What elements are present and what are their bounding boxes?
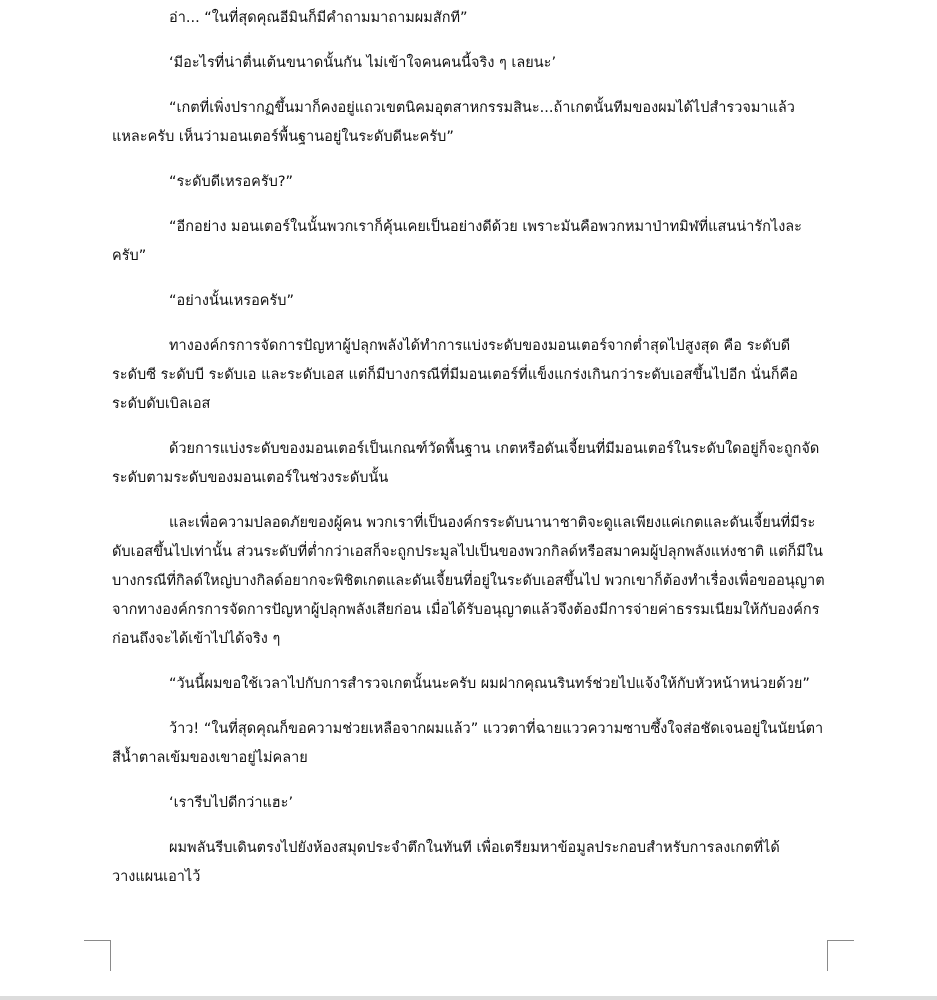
paragraph-6: “อย่างนั้นเหรอครับ” [169, 293, 294, 309]
page-gap-strip [0, 996, 937, 1000]
margin-corner-bottom-left [84, 940, 111, 971]
paragraph-1: อ่า... “ในที่สุดคุณอีมินก็มีคำถามมาถามผมสักที” [169, 10, 468, 26]
paragraph-10: “วันนี้ผมขอใช้เวลาไปกับการสำรวจเกตนั้นนะครับ ผมฝากคุณนรินทร์ช่วยไปแจ้งให้กับหัวหน้าหน่วยด้วย” [169, 676, 810, 692]
document-body[interactable] [112, 4, 828, 908]
margin-corner-bottom-right [827, 940, 854, 971]
paragraph-11: ว้าว! “ในที่สุดคุณก็ขอความช่วยเหลือจากผมแล้ว” แววตาที่ฉายแววความซาบซึ้งใจส่อชัดเจนอยู่ในนัยน์ตาสีน้ำตาลเข้มของเขาอยู่ไม่คลาย [112, 721, 824, 766]
paragraph-4: “ระดับดีเหรอครับ?” [169, 174, 294, 190]
paragraph-9: และเพื่อความปลอดภัยของผู้คน พวกเราที่เป็นองค์กรระดับนานาชาติจะดูแลเพียงแค่เกตและดันเจี้ยนที่มีระดับเอสขึ้นไปเท่านั้น ส่วนระดับที่ต่ำกว่าเอสก็จะถูกประมูลไปเป็นของพวกกิลด์หรือสมาคมผู้ปลุกพลังแห่งชาติ แต่ก็มีในบางกรณีที่กิลด์ใหญ่บางกิลด์อยากจะพิชิตเกตและดันเจี้ยนที่อยู่ในระดับเอสขึ้นไป พวกเขาก็ต้องทำเรื่องเพื่อขออนุญาตจากทางองค์กรการจัดการปัญหาผู้ปลุกพลังเสียก่อน เมื่อได้รับอนุญาตแล้วจึงต้องมีการจ่ายค่าธรรมเนียมให้กับองค์กรก่อนถึงจะได้เข้าไปได้จริง ๆ [112, 515, 825, 647]
paragraph-5: “อีกอย่าง มอนเตอร์ในนั้นพวกเราก็คุ้นเคยเป็นอย่างดีด้วย เพราะมันคือพวกหมาป่าทมิฬที่แสนน่ารักไงละครับ” [112, 219, 802, 264]
paragraph-13: ผมพลันรีบเดินตรงไปยังห้องสมุดประจำตึกในทันที เพื่อเตรียมหาข้อมูลประกอบสำหรับการลงเกตที่ได้วางแผนเอาไว้ [112, 840, 780, 885]
paragraph-8: ด้วยการแบ่งระดับของมอนเตอร์เป็นเกณฑ์วัดพื้นฐาน เกตหรือดันเจี้ยนที่มีมอนเตอร์ในระดับใดอยู่ก็จะถูกจัดระดับตามระดับของมอนเตอร์ในช่วงระดับนั้น [112, 441, 820, 486]
paragraph-12: ‘เรารีบไปดีกว่าแฮะ’ [169, 795, 294, 811]
paragraph-2: ‘มีอะไรที่น่าตื่นเต้นขนาดนั้นกัน ไม่เข้าใจคนคนนี้จริง ๆ เลยนะ’ [169, 55, 557, 71]
paragraph-7: ทางองค์กรการจัดการปัญหาผู้ปลุกพลังได้ทำการแบ่งระดับของมอนเตอร์จากต่ำสุดไปสูงสุด คือ ระดับดี ระดับซี ระดับบี ระดับเอ และระดับเอส แต่ก็มีบางกรณีที่มีมอนเตอร์ที่แข็งแกร่งเกินกว่าระดับเอสขึ้นไปอีก นั่นก็คือ ระดับดับเบิลเอส [112, 338, 798, 412]
paragraph-3: “เกตที่เพิ่งปรากฏขึ้นมาก็คงอยู่แถวเขตนิคมอุตสาหกรรมสินะ...ถ้าเกตนั้นทีมของผมได้ไปสำรวจมาแล้วแหละครับ เห็นว่ามอนเตอร์พื้นฐานอยู่ในระดับดีนะครับ” [112, 100, 795, 145]
